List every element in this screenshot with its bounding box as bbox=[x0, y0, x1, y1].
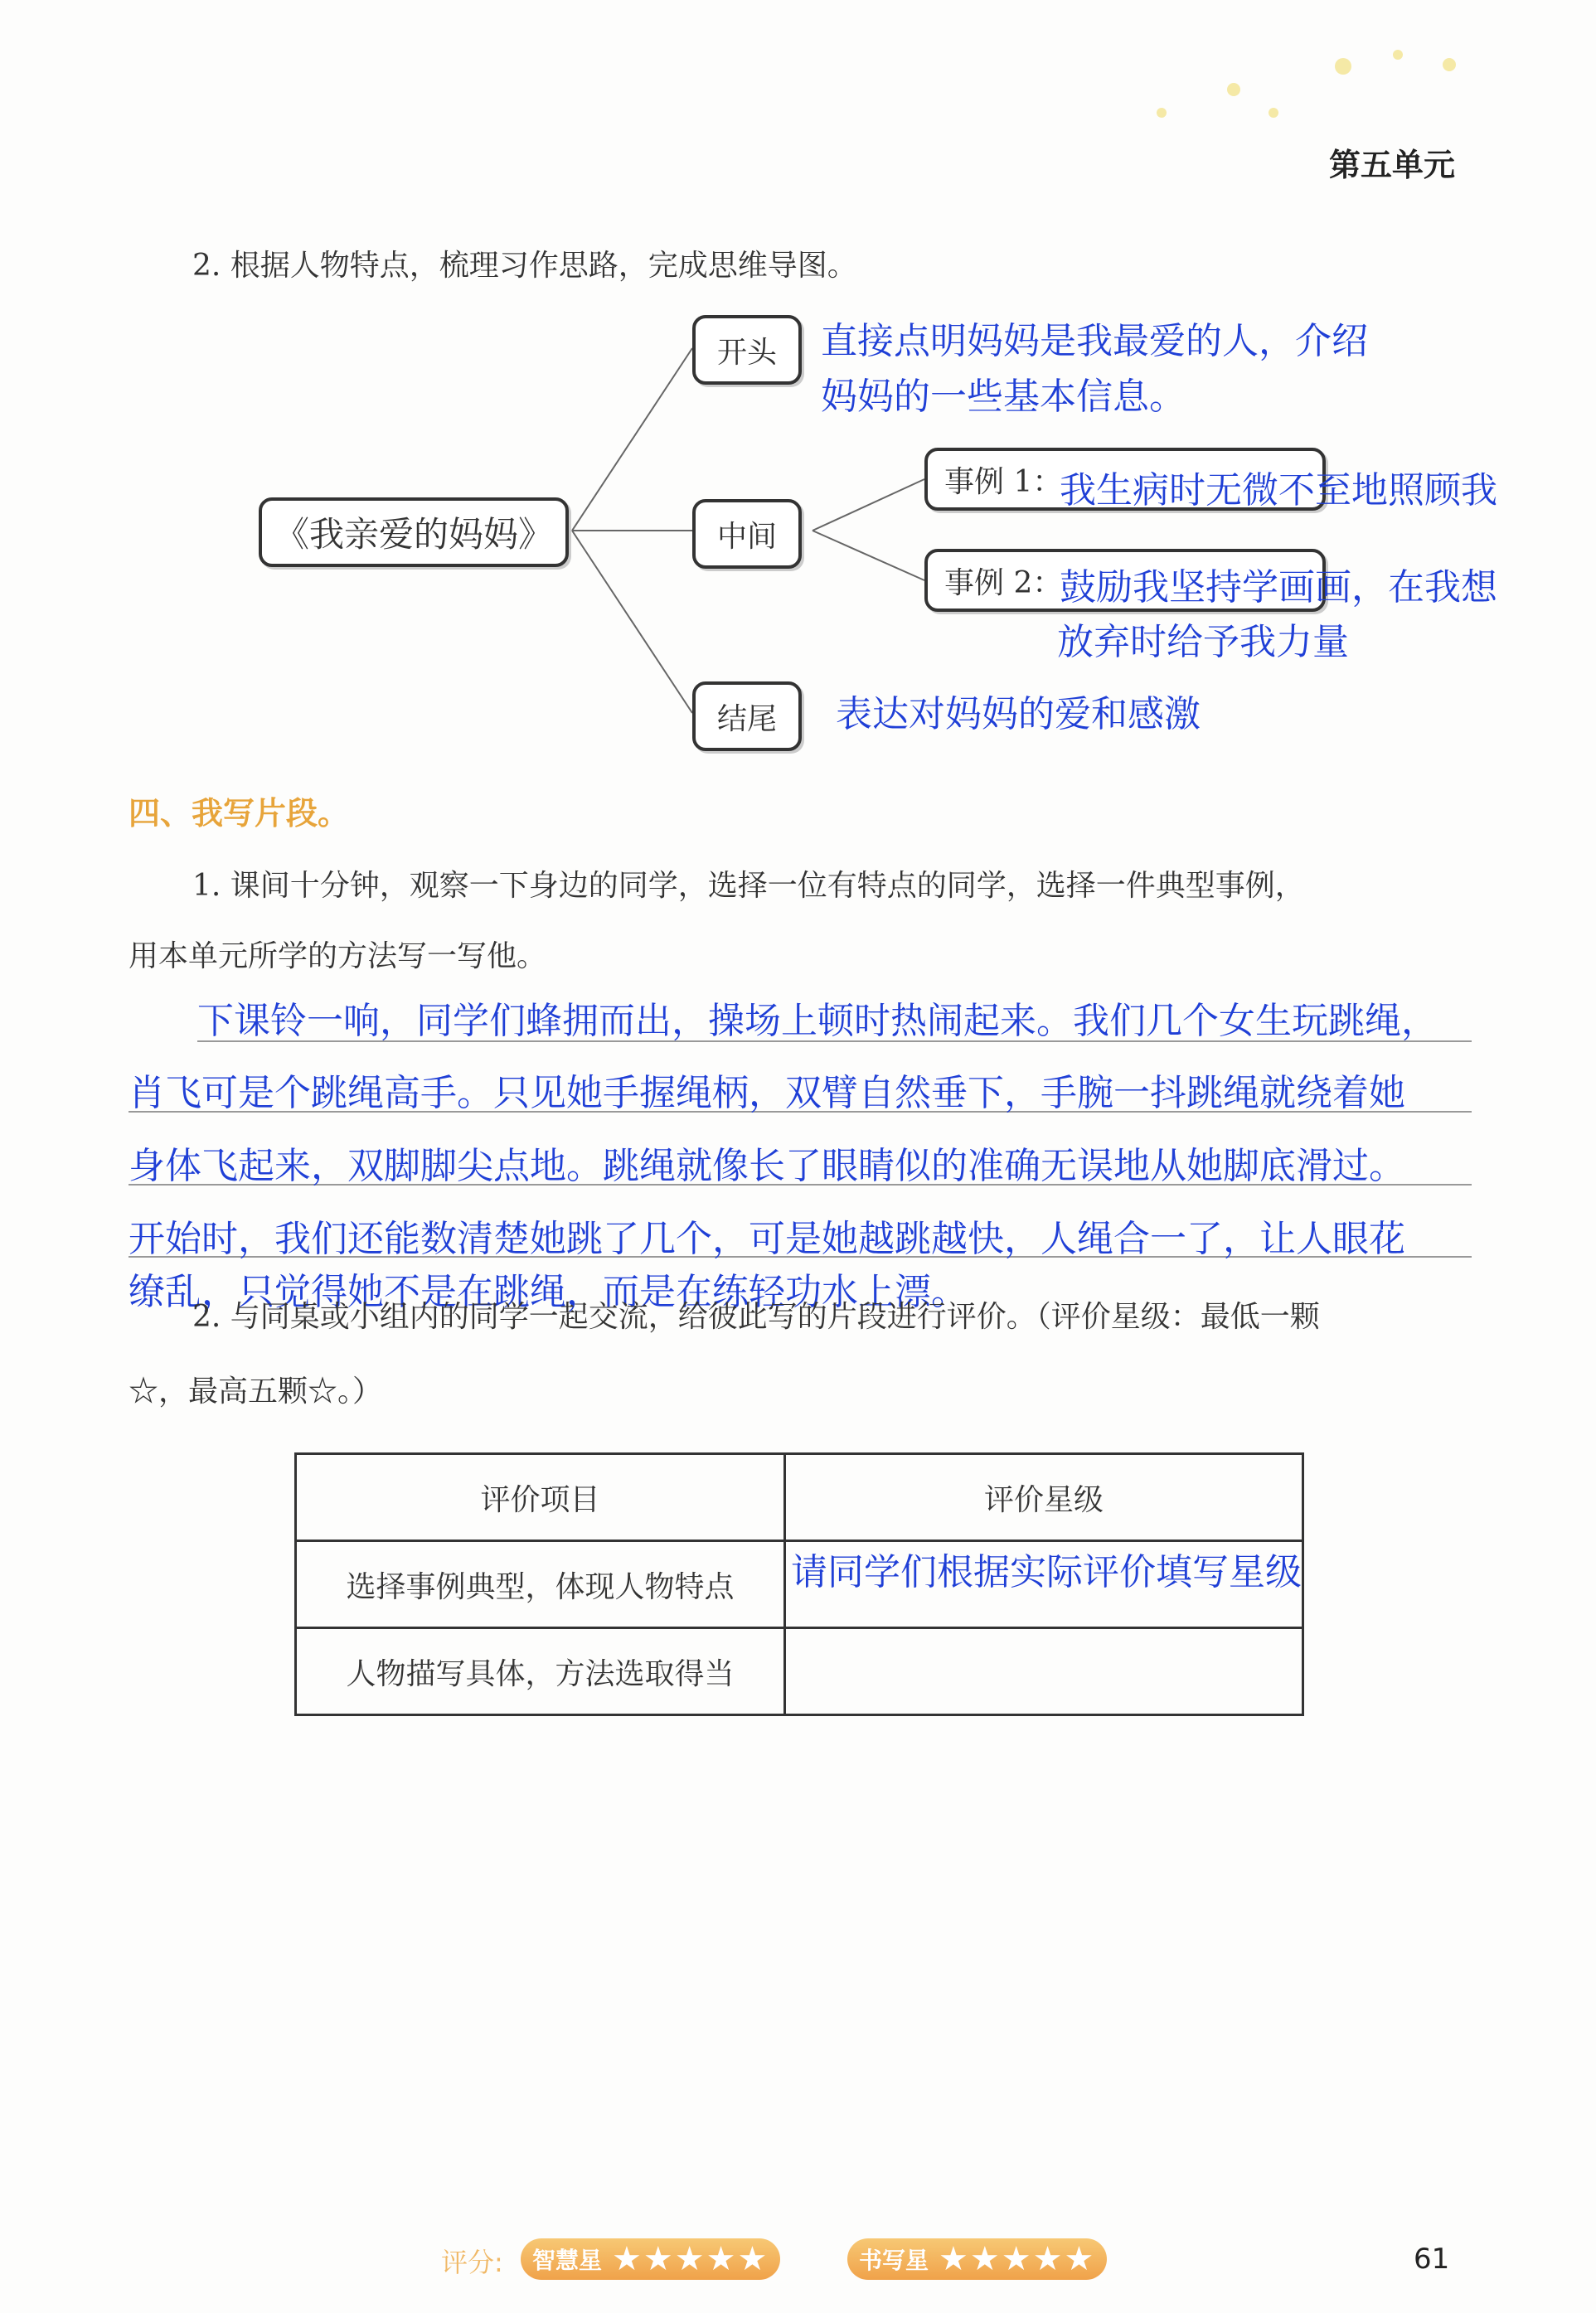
star-rating-icon: ★★★★★ bbox=[939, 2240, 1096, 2278]
example1-answer: 我生病时无微不至地照顾我 bbox=[1060, 469, 1497, 512]
star-rating-icon: ★★★★★ bbox=[612, 2240, 769, 2278]
q2-line2: ☆，最高五颗☆。） bbox=[129, 1375, 383, 1409]
table-row bbox=[296, 1454, 1303, 1541]
table-cell-answer[interactable]: 请同学们根据实际评价填写星级 bbox=[785, 1541, 1303, 1628]
q1-line1: 1. 课间十分钟，观察一下身边的同学，选择一位有特点的同学，选择一件典型事例， bbox=[192, 869, 1305, 903]
evaluation-table bbox=[294, 1452, 1304, 1716]
table-cell-item: 选择事例典型，体现人物特点 bbox=[296, 1541, 785, 1628]
answer-line: 开始时，我们还能数清楚她跳了几个，可是她越跳越快，人绳合一了，让人眼花 bbox=[129, 1218, 1405, 1260]
q1-line2: 用本单元所学的方法写一写他。 bbox=[129, 939, 547, 973]
table-header-stars: 评价星级 bbox=[785, 1454, 1303, 1541]
answer-line: 身体飞起来，双脚脚尖点地。跳绳就像长了眼睛似的准确无误地从她脚底滑过。 bbox=[129, 1145, 1405, 1187]
section-title: 四、我写片段。 bbox=[129, 795, 350, 832]
example2-label: 事例 2： bbox=[944, 565, 1063, 600]
example2-answer-line1: 鼓励我坚持学画画，在我想 bbox=[1060, 566, 1497, 609]
writing-star-label: 书写星 bbox=[859, 2247, 929, 2274]
table-cell-item: 人物描写具体，方法选取得当 bbox=[296, 1628, 785, 1715]
mindmap-root: 《我亲爱的妈妈》 bbox=[259, 497, 569, 567]
answer-line: 缭乱，只觉得她不是在跳绳，而是在练轻功水上漂。 bbox=[129, 1271, 968, 1313]
score-label: 评分: bbox=[441, 2247, 503, 2278]
answer-line: 肖飞可是个跳绳高手。只见她手握绳柄，双臂自然垂下，手腕一抖跳绳就绕着她 bbox=[129, 1072, 1405, 1114]
wisdom-star-badge bbox=[521, 2238, 780, 2280]
table-cell-answer[interactable] bbox=[785, 1628, 1303, 1715]
mindmap-ending-box: 结尾 bbox=[692, 681, 802, 751]
table-header-item: 评价项目 bbox=[296, 1454, 785, 1541]
ending-answer: 表达对妈妈的爱和感激 bbox=[836, 693, 1201, 735]
unit-title: 第五单元 bbox=[1328, 147, 1455, 183]
opening-answer-line2: 妈妈的一些基本信息。 bbox=[821, 376, 1186, 418]
mindmap-prompt: 2. 根据人物特点，梳理习作思路，完成思维导图。 bbox=[192, 249, 857, 283]
mindmap-middle-box: 中间 bbox=[692, 499, 802, 569]
answer-line: 下课铃一响，同学们蜂拥而出，操场上顿时热闹起来。我们几个女生玩跳绳， bbox=[197, 1000, 1438, 1042]
example1-label: 事例 1： bbox=[944, 464, 1063, 499]
table-row bbox=[296, 1541, 1303, 1628]
table-row bbox=[296, 1628, 1303, 1715]
q2-line1: 2. 与同桌或小组内的同学一起交流，给彼此写的片段进行评价。（评价星级：最低一颗 bbox=[192, 1300, 1320, 1334]
example2-answer-line2: 放弃时给予我力量 bbox=[1057, 621, 1349, 663]
page-number: 61 bbox=[1414, 2243, 1450, 2276]
writing-star-badge bbox=[847, 2238, 1107, 2280]
wisdom-star-label: 智慧星 bbox=[532, 2247, 603, 2274]
opening-answer-line1: 直接点明妈妈是我最爱的人，介绍 bbox=[821, 320, 1368, 362]
mindmap-opening-box: 开头 bbox=[692, 315, 802, 385]
